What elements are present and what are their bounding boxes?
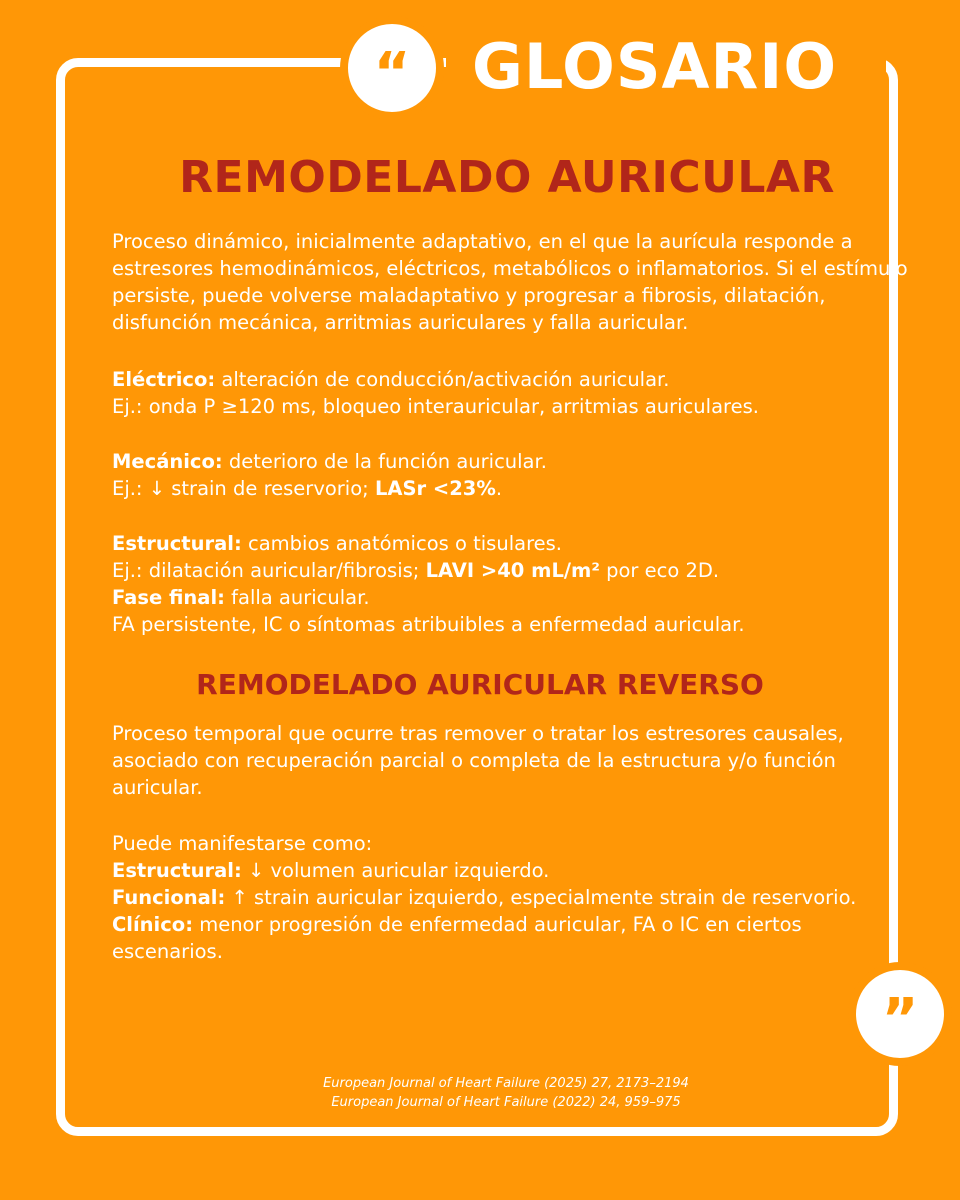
estructural-text: cambios anatómicos o tisulares.	[241, 532, 563, 555]
reverso-paragraph: Proceso temporal que ocurre tras remover o tratar los estresores causales, asociado con recuperación parcial o completa de la estructura y/o función auricular.	[112, 722, 844, 799]
estructural-example-text: Ej.: dilatación auricular/fibrosis;	[112, 559, 426, 582]
page-title: GLOSARIO	[472, 30, 838, 103]
electrico-text: alteración de conducción/activación auricular.	[215, 368, 670, 391]
fase-label: Fase final:	[112, 586, 225, 609]
estructural-label: Estructural:	[112, 532, 242, 555]
estructural-line	[112, 530, 912, 557]
intro-paragraph: Proceso dinámico, inicialmente adaptativo, en el que la aurícula responde a estresores hemodinámicos, eléctricos, metabólicos o inflamatorios. Si el estímulo persiste, puede volverse maladaptativo y progresar a fibrosis, dilatación, disfunción mecánica, arritmias auriculares y falla auricular.	[112, 230, 908, 334]
mecanico-item	[112, 448, 912, 502]
section1-intro	[112, 228, 912, 336]
electrico-example: Ej.: onda P ≥120 ms, bloqueo interauricular, arritmias auriculares.	[112, 395, 759, 418]
estructural-example	[112, 557, 912, 584]
reverso-lead: Puede manifestarse como:	[112, 832, 373, 855]
mecanico-line	[112, 448, 912, 475]
lasr-value: LASr <23%	[374, 477, 496, 500]
close-quote-icon: ”	[848, 962, 952, 1066]
references	[200, 1074, 812, 1112]
fase-text: falla auricular.	[224, 586, 370, 609]
reverso-funcional-text: ↑ strain auricular izquierdo, especialmente strain de reservorio.	[225, 886, 857, 909]
reverso-clinico-label: Clínico:	[112, 913, 193, 936]
open-quote-icon: “	[340, 16, 444, 120]
fase-line	[112, 584, 912, 611]
reverso-estructural-label: Estructural:	[112, 859, 242, 882]
reverso-clinico	[112, 911, 912, 965]
electrico-line	[112, 366, 912, 393]
reverso-estructural-text: ↓ volumen auricular izquierdo.	[241, 859, 550, 882]
reverso-funcional-label: Funcional:	[112, 886, 226, 909]
estructural-item	[112, 530, 912, 638]
mecanico-example-end: .	[495, 477, 503, 500]
reference-2: European Journal of Heart Failure (2022) 24, 959–975	[331, 1095, 681, 1110]
mecanico-example	[112, 475, 912, 502]
mecanico-label: Mecánico:	[112, 450, 223, 473]
electrico-label: Eléctrico:	[112, 368, 216, 391]
reference-1: European Journal of Heart Failure (2025) 27, 2173–2194	[323, 1076, 689, 1091]
section2-intro	[112, 720, 912, 801]
lavi-value: LAVI >40 mL/m²	[425, 559, 600, 582]
reverso-funcional	[112, 884, 912, 911]
section-title-remodelado: REMODELADO AURICULAR	[179, 152, 835, 203]
mecanico-example-text: Ej.: ↓ strain de reservorio;	[112, 477, 375, 500]
reverso-clinico-text: menor progresión de enfermedad auricular, FA o IC en ciertos escenarios.	[112, 913, 802, 963]
section-title-reverso: REMODELADO AURICULAR REVERSO	[196, 668, 764, 701]
estructural-example-end: por eco 2D.	[599, 559, 720, 582]
fase-example: FA persistente, IC o síntomas atribuibles a enfermedad auricular.	[112, 613, 745, 636]
mecanico-text: deterioro de la función auricular.	[222, 450, 547, 473]
reverso-estructural	[112, 857, 912, 884]
electrico-item	[112, 366, 912, 420]
reverso-list	[112, 830, 912, 965]
